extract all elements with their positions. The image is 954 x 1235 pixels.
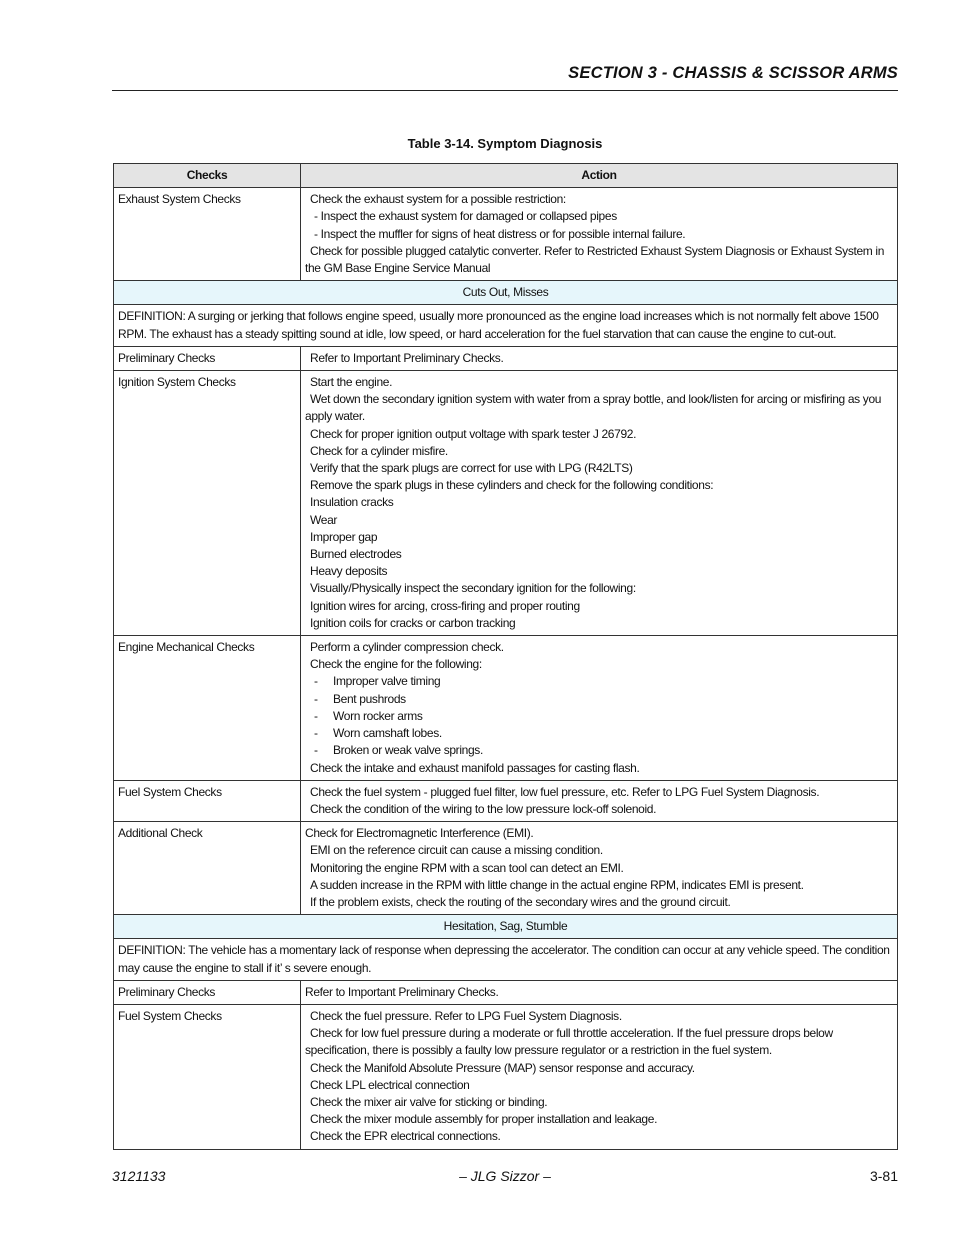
action-bullet-line bbox=[305, 742, 893, 759]
action-cell bbox=[301, 1004, 898, 1149]
action-line: Check for possible plugged catalytic converter. Refer to Restricted Exhaust System Diagnosis or Exhaust System in the GM Base Engine Service Manual bbox=[305, 243, 885, 276]
column-header-checks: Checks bbox=[114, 164, 301, 188]
action-line: Verify that the spark plugs are correct for use with LPG (R42LTS) bbox=[310, 461, 633, 476]
action-line: Wear bbox=[310, 512, 338, 527]
action-line: Refer to Important Preliminary Checks. bbox=[310, 350, 504, 365]
dash-marker: - bbox=[314, 691, 318, 706]
action-line: - Inspect the muffler for signs of heat distress or for possible internal failure. bbox=[314, 226, 686, 241]
table-row bbox=[114, 980, 898, 1004]
action-line: Heavy deposits bbox=[310, 564, 388, 579]
action-line: Check for Electromagnetic Interference (EMI). bbox=[305, 826, 534, 841]
action-line: Perform a cylinder compression check. bbox=[310, 640, 504, 655]
action-line: Bent pushrods bbox=[333, 691, 406, 706]
action-line: Visually/Physically inspect the secondary ignition for the following: bbox=[310, 581, 636, 596]
dash-marker: - bbox=[314, 743, 318, 758]
check-cell: Engine Mechanical Checks bbox=[114, 636, 301, 781]
action-line: A sudden increase in the RPM with little change in the actual engine RPM, indicates EMI is present. bbox=[310, 877, 804, 892]
action-line: Ignition coils for cracks or carbon tracking bbox=[310, 615, 516, 630]
action-line: EMI on the reference circuit can cause a missing condition. bbox=[310, 843, 603, 858]
table-row bbox=[114, 822, 898, 915]
action-bullet-line bbox=[305, 708, 893, 725]
table-row bbox=[114, 636, 898, 781]
action-line: Check the exhaust system for a possible restriction: bbox=[310, 192, 566, 207]
action-line: Remove the spark plugs in these cylinders and check for the following conditions: bbox=[310, 478, 714, 493]
action-line: Check the engine for the following: bbox=[310, 657, 482, 672]
action-line: Check the EPR electrical connections. bbox=[310, 1129, 501, 1144]
footer-title: – JLG Sizzor – bbox=[459, 1168, 551, 1184]
action-cell bbox=[301, 780, 898, 821]
table-caption: Table 3-14. Symptom Diagnosis bbox=[407, 136, 603, 151]
action-bullet-line bbox=[305, 725, 893, 742]
definition-row bbox=[114, 305, 898, 346]
definition-row bbox=[114, 939, 898, 980]
action-line: Wet down the secondary ignition system with water from a spray bottle, and look/listen for arcing or misfiring as you apply water. bbox=[305, 392, 882, 424]
action-line: Worn camshaft lobes. bbox=[333, 726, 442, 741]
action-line: Check for proper ignition output voltage with spark tester J 26792. bbox=[310, 426, 637, 441]
action-line: Check the fuel system - plugged fuel filter, low fuel pressure, etc. Refer to LPG Fuel System Diagnosis. bbox=[310, 784, 820, 799]
action-line: If the problem exists, check the routing of the secondary wires and the ground circuit. bbox=[310, 894, 731, 909]
section-divider: Cuts Out, Misses bbox=[114, 281, 898, 305]
document-number: 3121133 bbox=[112, 1168, 166, 1184]
action-line: Ignition wires for arcing, cross-firing and proper routing bbox=[310, 598, 580, 613]
table-row bbox=[114, 346, 898, 370]
section-divider-row bbox=[114, 281, 898, 305]
action-line: Check the condition of the wiring to the low pressure lock-off solenoid. bbox=[310, 801, 657, 816]
action-line: Burned electrodes bbox=[310, 547, 402, 562]
table-header-row bbox=[114, 164, 898, 188]
action-line: Check the Manifold Absolute Pressure (MAP) sensor response and accuracy. bbox=[310, 1060, 695, 1075]
check-cell: Ignition System Checks bbox=[114, 371, 301, 636]
definition-text: DEFINITION: A surging or jerking that follows engine speed, usually more pronounced as the engine load increases which is not normally felt above 1500 RPM. The exhaust has a steady spitting sound at idle, low speed, or hard acceleration for the fuel starvation that can cause the engine to cut-out. bbox=[114, 305, 898, 346]
action-cell bbox=[301, 188, 898, 281]
action-line: Check the mixer air valve for sticking or binding. bbox=[310, 1094, 548, 1109]
action-cell bbox=[301, 346, 898, 370]
action-line: Check the mixer module assembly for proper installation and leakage. bbox=[310, 1112, 658, 1127]
check-cell: Fuel System Checks bbox=[114, 780, 301, 821]
action-line: Insulation cracks bbox=[310, 495, 394, 510]
action-line: Check for low fuel pressure during a moderate or full throttle acceleration. If the fuel pressure drops below specification, there is possibly a faulty low pressure regulator or a restriction in the fuel system. bbox=[305, 1026, 833, 1058]
table-row bbox=[114, 780, 898, 821]
action-cell bbox=[301, 980, 898, 1004]
check-cell: Exhaust System Checks bbox=[114, 188, 301, 281]
dash-marker: - bbox=[314, 708, 318, 723]
check-cell: Preliminary Checks bbox=[114, 980, 301, 1004]
action-line: Check LPL electrical connection bbox=[310, 1077, 470, 1092]
action-line: Monitoring the engine RPM with a scan tool can detect an EMI. bbox=[310, 860, 624, 875]
dash-marker: - bbox=[314, 726, 318, 741]
check-cell: Fuel System Checks bbox=[114, 1004, 301, 1149]
page-header bbox=[112, 64, 898, 91]
action-bullet-line bbox=[305, 673, 893, 690]
action-cell bbox=[301, 636, 898, 781]
action-line: Broken or weak valve springs. bbox=[333, 743, 483, 758]
table-row bbox=[114, 371, 898, 636]
check-cell: Additional Check bbox=[114, 822, 301, 915]
section-divider-row bbox=[114, 915, 898, 939]
action-line: Check the fuel pressure. Refer to LPG Fuel System Diagnosis. bbox=[310, 1008, 622, 1023]
column-header-action: Action bbox=[301, 164, 898, 188]
action-line: - Inspect the exhaust system for damaged or collapsed pipes bbox=[314, 209, 617, 224]
page-number: 3-81 bbox=[869, 1168, 898, 1184]
action-bullet-line bbox=[305, 691, 893, 708]
table-row bbox=[114, 188, 898, 281]
action-cell bbox=[301, 371, 898, 636]
table-row bbox=[114, 1004, 898, 1149]
action-line: Check for a cylinder misfire. bbox=[310, 443, 448, 458]
section-title: SECTION 3 - CHASSIS & SCISSOR ARMS bbox=[568, 64, 898, 82]
section-divider: Hesitation, Sag, Stumble bbox=[114, 915, 898, 939]
action-line: Start the engine. bbox=[310, 375, 393, 390]
check-cell: Preliminary Checks bbox=[114, 346, 301, 370]
symptom-diagnosis-table bbox=[113, 163, 898, 1150]
definition-text: DEFINITION: The vehicle has a momentary lack of response when depressing the accelerator. The condition can occur at any vehicle speed. The condition may cause the engine to stall if it’ s severe enough. bbox=[114, 939, 898, 980]
action-line: Worn rocker arms bbox=[333, 708, 423, 723]
action-line: Improper gap bbox=[310, 529, 378, 544]
action-cell bbox=[301, 822, 898, 915]
action-line: Improper valve timing bbox=[333, 674, 441, 689]
dash-marker: - bbox=[314, 674, 318, 689]
action-line: Check the intake and exhaust manifold passages for casting flash. bbox=[310, 760, 640, 775]
page-footer bbox=[112, 1168, 898, 1188]
action-line: Refer to Important Preliminary Checks. bbox=[305, 984, 499, 999]
